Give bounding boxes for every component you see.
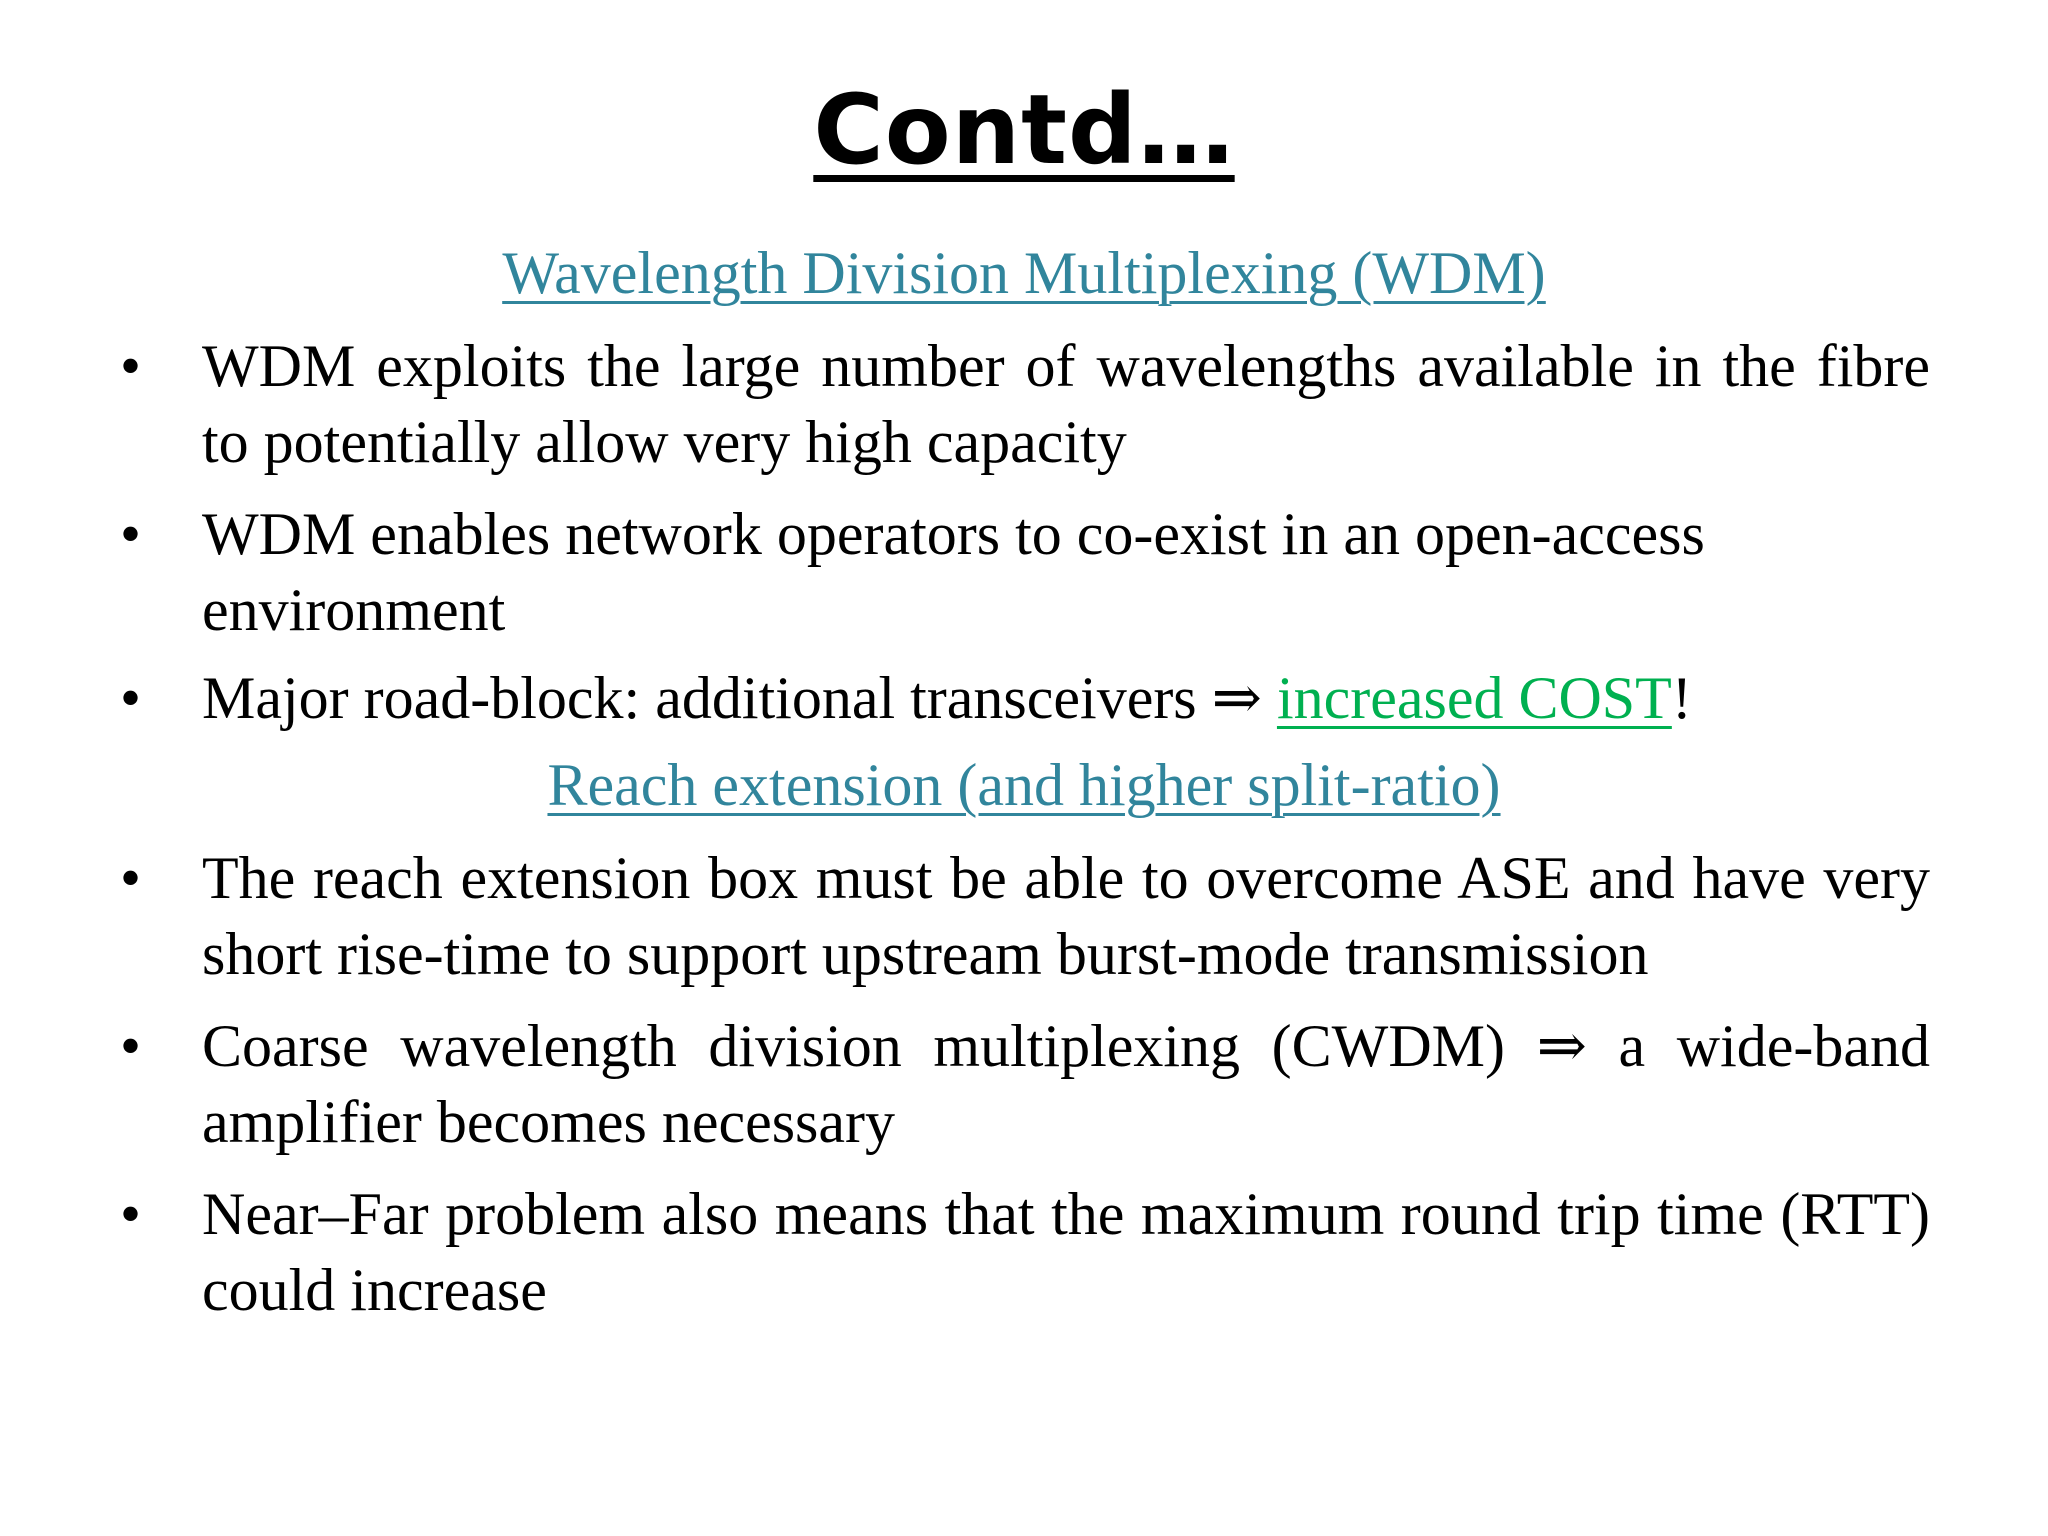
bullet-text xyxy=(202,660,1930,736)
bullet-text: Near–Far problem also means that the maximum round trip time (RTT) could increase xyxy=(202,1181,1930,1323)
section-heading-reach-extension xyxy=(0,750,2048,820)
bullet-icon: • xyxy=(120,665,142,731)
bullet-text-before: Major road-block: additional transceivers ⇒ xyxy=(202,665,1277,731)
bullet-icon: • xyxy=(120,501,142,567)
bullet-item xyxy=(120,660,1930,736)
bullet-text-after: ! xyxy=(1671,665,1692,731)
bullet-text: WDM enables network operators to co-exist in an open-access environment xyxy=(202,501,1705,643)
section-heading-wdm-text: Wavelength Division Multiplexing (WDM) xyxy=(502,240,1546,306)
bullet-icon: • xyxy=(120,333,142,399)
bullet-icon: • xyxy=(120,1013,142,1079)
bullet-item xyxy=(120,840,1930,992)
slide-title xyxy=(0,70,2048,190)
bullet-item xyxy=(120,496,1930,648)
bullet-icon: • xyxy=(120,1181,142,1247)
section-heading-wdm xyxy=(0,238,2048,308)
bullet-item xyxy=(120,1008,1930,1160)
bullet-item xyxy=(120,328,1930,480)
slide-title-text: Contd… xyxy=(813,74,1235,186)
bullet-text: WDM exploits the large number of wavelengths available in the fibre to potentially allow very high capacity xyxy=(202,333,1930,475)
increased-cost-highlight: increased COST xyxy=(1276,665,1672,731)
bullet-text: The reach extension box must be able to overcome ASE and have very short rise-time to support upstream burst-mode transmission xyxy=(202,845,1930,987)
bullet-icon: • xyxy=(120,845,142,911)
bullet-item xyxy=(120,1176,1930,1328)
section-heading-reach-extension-text: Reach extension (and higher split-ratio) xyxy=(547,752,1501,818)
bullet-text: Coarse wavelength division multiplexing (CWDM) ⇒ a wide-band amplifier becomes necessary xyxy=(202,1013,1930,1155)
